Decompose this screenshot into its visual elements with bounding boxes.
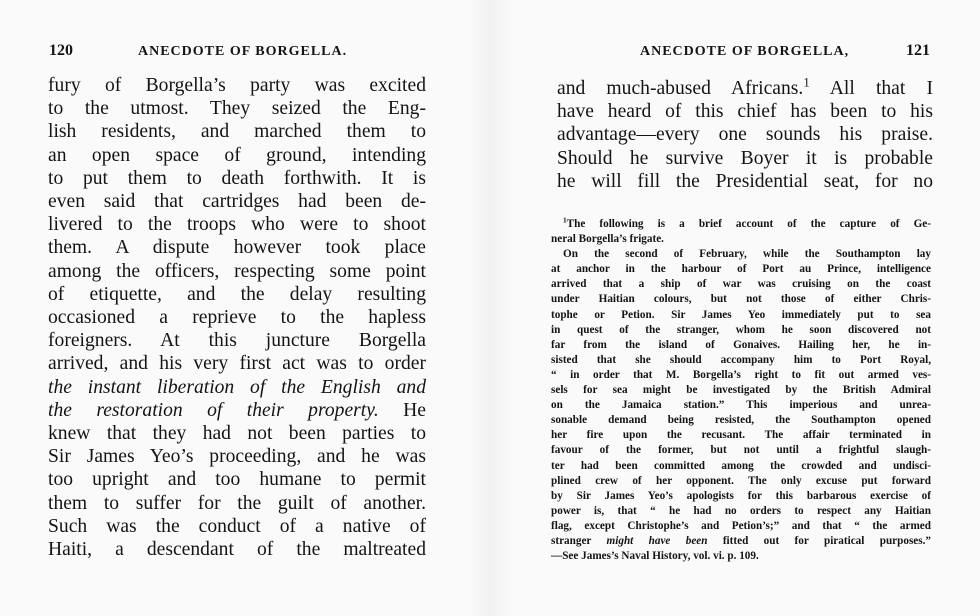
text-line: even said that cartridges had been de- bbox=[48, 191, 426, 213]
text-line-italic bbox=[48, 376, 426, 399]
footnote-line: flag, except Christophe’s and Petion’s;” and that “ the armed bbox=[551, 519, 931, 532]
footnote-line: “ in order that M. Borgella’s right to fit out armed ves- bbox=[551, 368, 931, 381]
text-line: Should he survive Boyer it is probable bbox=[557, 147, 933, 169]
text-line: arrived, and his very first act was to order bbox=[48, 353, 426, 375]
footnote-citation: —See James’s Naval History, vol. vi. p. 109. bbox=[551, 550, 759, 563]
text-line: to the utmost. They seized the Eng- bbox=[48, 98, 426, 120]
footnote-line: tophe or Petion. Sir James Yeo immediately put to sea bbox=[551, 308, 931, 321]
text-run: fitted out for piratical purposes.” bbox=[707, 534, 932, 547]
text-line: Haiti, a descendant of the maltreated bbox=[48, 539, 426, 561]
page-number-right: 121 bbox=[906, 42, 930, 59]
text-line: of etiquette, and the delay resulting bbox=[48, 283, 426, 305]
text-line: knew that they had not been parties to bbox=[48, 423, 426, 445]
left-body-text bbox=[48, 74, 426, 561]
running-head-left: ANECDOTE OF BORGELLA. bbox=[138, 44, 348, 59]
text-run: and much-abused Africans. bbox=[557, 78, 804, 99]
text-line: an open space of ground, intending bbox=[48, 144, 426, 166]
footnote-line: in quest of the stranger, whom he soon discovered not bbox=[551, 323, 931, 336]
footnote-line: On the second of February, while the Southampton lay bbox=[563, 248, 931, 261]
footnote-line: her fire upon the recusant. The affair terminated in bbox=[551, 429, 931, 442]
footnote-line: under Haitian colours, but not those of either Chris- bbox=[551, 293, 931, 306]
text-line: too upright and too humane to permit bbox=[48, 469, 426, 491]
footnote-line: ter had been committed among the crowded and undisci- bbox=[551, 459, 931, 472]
text-line: to put them to death forthwith. It is bbox=[48, 167, 426, 189]
text-run: The following is a brief account of the capture of Ge- bbox=[566, 218, 931, 230]
running-head-right: ANECDOTE OF BORGELLA, bbox=[640, 44, 850, 59]
text-line: advantage—every one sounds his praise. bbox=[557, 124, 933, 146]
text-line: lish residents, and marched them to bbox=[48, 121, 426, 143]
footnote-line: by Sir James Yeo’s apologists for this barbarous exercise of bbox=[551, 489, 931, 502]
text-line: among the officers, respecting some point bbox=[48, 260, 426, 282]
footnote-line bbox=[551, 217, 931, 232]
text-line: livered to the troops who were to shoot bbox=[48, 214, 426, 236]
footnote-line: plined crew of her opponent. The only excuse put forward bbox=[551, 474, 931, 487]
italic-text: might have been bbox=[606, 534, 708, 547]
text-line: occasioned a reprieve to the hapless bbox=[48, 307, 426, 329]
text-line-mixed bbox=[48, 399, 426, 422]
footnote-line: sisted that she should accompany him to Port Royal, bbox=[551, 353, 931, 366]
text-run: stranger bbox=[551, 534, 607, 547]
footnote-line: at anchor in the harbour of Port au Prince, intelligence bbox=[551, 263, 931, 276]
italic-text: the instant liberation of the English and bbox=[48, 376, 426, 398]
text-line: foreigners. At this juncture Borgella bbox=[48, 330, 426, 352]
text-line: Such was the conduct of a native of bbox=[48, 515, 426, 537]
footnote-line: neral Borgella’s frigate. bbox=[551, 233, 664, 246]
footnote-line: power is, that “ he had no orders to respect any Haitian bbox=[551, 504, 931, 517]
text-line: Sir James Yeo’s proceeding, and he was bbox=[48, 446, 426, 468]
text-line: them. A dispute however took place bbox=[48, 237, 426, 259]
footnote-line: favour of the former, but not until a frightful slaugh- bbox=[551, 444, 931, 457]
text-run: He bbox=[403, 399, 426, 421]
footnote-line: arrived that a ship of war was cruising on the coast bbox=[551, 278, 931, 291]
text-run: All that I bbox=[829, 78, 933, 99]
footnote bbox=[551, 217, 931, 564]
right-page bbox=[500, 0, 980, 616]
right-body-text bbox=[557, 77, 933, 193]
left-page bbox=[0, 0, 480, 616]
footnote-line: sels for sea might be investigated by the British Admiral bbox=[551, 384, 931, 397]
footnote-line: far from the island of Gonaives. Hailing her, he in- bbox=[551, 338, 931, 351]
italic-text: the restoration of their property. bbox=[48, 399, 379, 421]
page-number-left: 120 bbox=[49, 42, 73, 59]
footnote-ref: 1 bbox=[803, 75, 810, 90]
footnote-line-mixed bbox=[551, 534, 931, 549]
text-line: have heard of this chief has been to his bbox=[557, 101, 933, 123]
footnote-marker: 1 bbox=[563, 216, 567, 225]
text-line-with-note-ref bbox=[557, 77, 933, 100]
text-line: fury of Borgella’s party was excited bbox=[48, 75, 426, 96]
footnote-line: sonable demand being resisted, the Southampton opened bbox=[551, 414, 931, 427]
text-line: them to suffer for the guilt of another. bbox=[48, 492, 426, 514]
footnote-line: on the Jamaica station.” This imperious and unrea- bbox=[551, 399, 931, 412]
text-line: he will fill the Presidential seat, for no bbox=[557, 170, 933, 192]
